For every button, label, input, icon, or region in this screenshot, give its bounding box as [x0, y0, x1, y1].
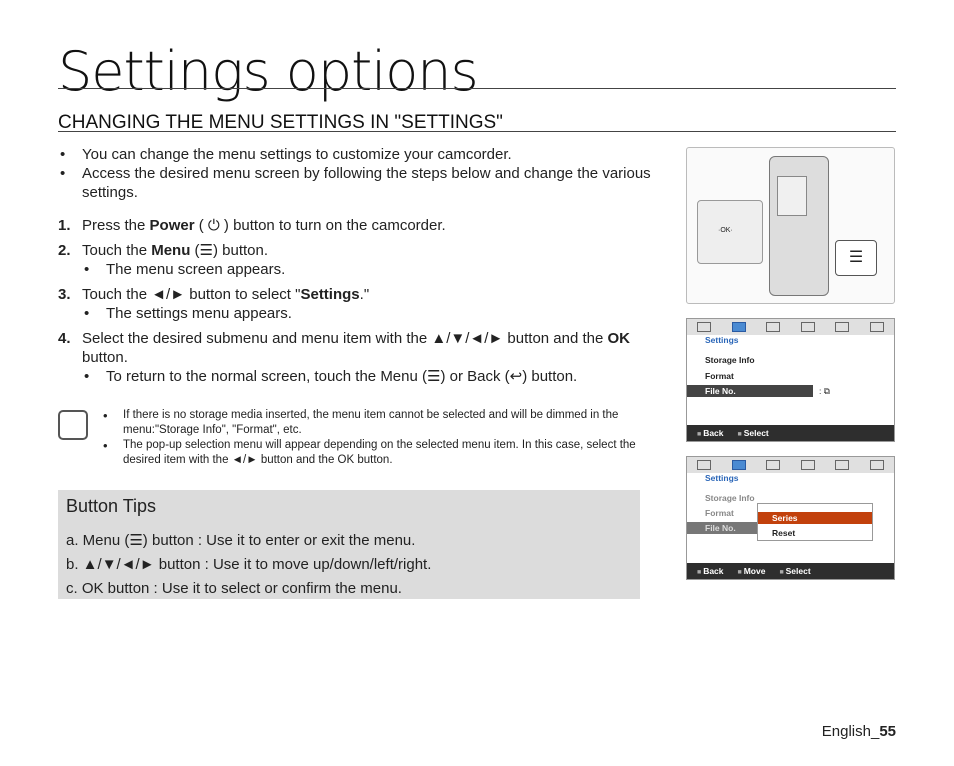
tip-row: b. ▲/▼/◄/► button : Use it to move up/down/left/right. [66, 556, 432, 573]
intro-bullet: • You can change the menu settings to customize your camcorder. [58, 145, 658, 164]
tab-icon [697, 322, 711, 332]
button-tips-box [58, 490, 640, 599]
button-zoom [697, 200, 763, 264]
back-button[interactable]: ■ Back [697, 566, 724, 576]
settings-tab-icon [732, 322, 746, 332]
move-button[interactable]: ■ Move [738, 566, 766, 576]
settings-screen-2 [686, 456, 895, 580]
popup-item-reset[interactable]: Reset [772, 528, 796, 538]
tips-heading: Button Tips [66, 496, 157, 516]
tip-row: c. OK button : Use it to select or confirm the menu. [66, 580, 402, 597]
step: 4. Select the desired submenu and menu item with the ▲/▼/◄/► button and the OK button. • To return to the normal screen, touch the Menu (☰) or Back (↩) button. [58, 329, 658, 386]
settings-screen-1 [686, 318, 895, 442]
menu-header: Settings [705, 473, 739, 483]
tab-icon [766, 460, 780, 470]
menu-header: Settings [705, 335, 739, 345]
tab-icon [766, 322, 780, 332]
note-icon [58, 410, 88, 440]
instructions [58, 145, 658, 386]
tab-icon [801, 322, 815, 332]
step: 2. Touch the Menu (☰) button. • The menu screen appears. [58, 241, 658, 279]
tab-icon [801, 460, 815, 470]
step: 3. Touch the ◄/► button to select "Settings." • The settings menu appears. [58, 285, 658, 323]
popup-item-series[interactable]: Series [772, 513, 798, 523]
menu-button-callout: ☰ [835, 240, 877, 276]
menu-item-file-no[interactable]: File No. [705, 386, 736, 396]
settings-tab-icon [732, 460, 746, 470]
menu-item-format[interactable]: Format [705, 371, 734, 381]
tip-row: a. Menu (☰) button : Use it to enter or exit the menu. [66, 532, 416, 549]
section-heading: CHANGING THE MENU SETTINGS IN "SETTINGS" [58, 112, 503, 133]
tab-icon [697, 460, 711, 470]
back-button[interactable]: ■ Back [697, 428, 724, 438]
tab-icon [870, 322, 884, 332]
title-divider [58, 88, 896, 89]
tab-icon [870, 460, 884, 470]
menu-value: : ⧉ [819, 386, 830, 396]
ok-button: ·OK· [718, 227, 733, 234]
note-item: • If there is no storage media inserted, the menu item cannot be selected and will be dimmed in the menu:"Storage Info", "Format", etc. [103, 408, 663, 438]
popup-menu [757, 503, 873, 541]
page-footer: English_55 [821, 723, 896, 740]
menu-item-storage-info[interactable]: Storage Info [705, 493, 755, 503]
intro-bullet: • Access the desired menu screen by following the steps below and change the various settings. [58, 164, 658, 202]
note-item: • The pop-up selection menu will appear depending on the selected menu item. In this case, select the desired item with the ◄/► button and the OK button. [103, 438, 663, 468]
page-title: Settings options [58, 40, 478, 103]
camera-screen [777, 176, 807, 216]
menu-item-format[interactable]: Format [705, 508, 734, 518]
menu-item-file-no[interactable]: File No. [705, 523, 736, 533]
camera-illustration [686, 147, 895, 304]
select-button[interactable]: ■ Select [738, 428, 769, 438]
select-button[interactable]: ■ Select [779, 566, 810, 576]
tab-icon [835, 322, 849, 332]
tab-icon [835, 460, 849, 470]
heading-divider [58, 131, 896, 132]
menu-item-storage-info[interactable]: Storage Info [705, 355, 755, 365]
step: 1. Press the Power ( ⏻ ) button to turn on the camcorder. [58, 217, 446, 234]
